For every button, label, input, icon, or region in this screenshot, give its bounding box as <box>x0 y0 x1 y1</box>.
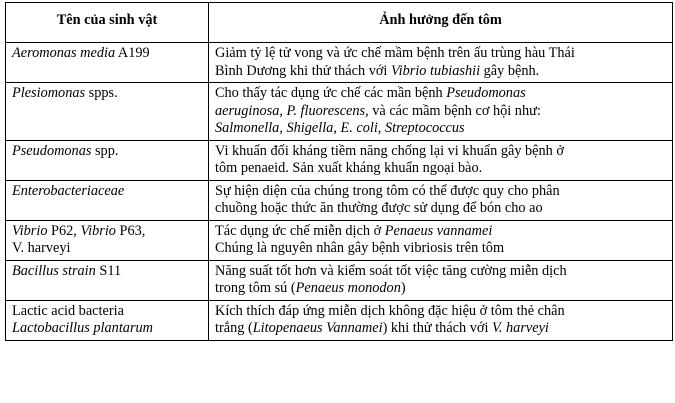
text: Bình Dương khi thử thách với <box>215 62 391 79</box>
italic-text: Vibrio <box>80 222 116 239</box>
organism-cell <box>6 260 209 300</box>
table-row <box>6 180 673 220</box>
italic-text: Plesiomonas <box>12 85 86 101</box>
effect-cell <box>209 220 673 260</box>
effect-cell <box>209 140 673 180</box>
cell-line <box>12 320 202 338</box>
table-row <box>6 43 673 83</box>
text: Cho thấy tác dụng ức chế các mần bệnh <box>215 85 447 101</box>
organism-cell <box>6 43 209 83</box>
effect-cell <box>209 300 673 340</box>
cell-line <box>215 320 666 338</box>
cell-line <box>12 303 202 321</box>
cell-line <box>215 240 666 258</box>
table-row <box>6 140 673 180</box>
text: spps. <box>85 85 118 101</box>
cell-line <box>215 303 666 321</box>
italic-text: Enterobacteriaceae <box>12 182 125 199</box>
cell-line <box>12 183 202 201</box>
italic-text: Vibrio <box>12 222 48 239</box>
effect-cell <box>209 260 673 300</box>
cell-line <box>12 143 202 161</box>
organism-cell <box>6 140 209 180</box>
table-row <box>6 220 673 260</box>
text: Kích thích đáp ứng miễn dịch không đặc hiệu ở tôm thẻ chân <box>215 302 565 319</box>
cell-line <box>12 223 202 241</box>
cell-line <box>215 103 666 121</box>
cell-line <box>215 183 666 201</box>
cell-line <box>215 263 666 281</box>
header-row <box>6 3 673 43</box>
italic-text: aeruginosa, P. fluorescens <box>215 102 366 119</box>
cell-line <box>215 160 666 178</box>
text: ) khi thử thách với <box>382 320 492 336</box>
text: trong tôm sú ( <box>215 280 296 296</box>
cell-line <box>215 85 666 103</box>
effect-cell <box>209 83 673 141</box>
organism-cell <box>6 300 209 340</box>
cell-line <box>215 200 666 218</box>
text: , và các mầm bệnh cơ hội như: <box>365 102 541 119</box>
text: trắng ( <box>215 320 253 336</box>
italic-text: Penaeus vannamei <box>384 222 493 239</box>
text: ) <box>400 280 406 296</box>
organism-cell <box>6 180 209 220</box>
header-organism: Tên của sinh vật <box>6 3 209 43</box>
cell-line <box>12 85 202 103</box>
text: Tác dụng ức chế miễn dịch ở <box>215 222 385 239</box>
text: Lactic acid bacteria <box>12 302 124 319</box>
text: spp. <box>91 142 119 159</box>
organism-cell <box>6 220 209 260</box>
text: chuồng hoặc thức ăn thường được sử dụng để bón cho ao <box>215 200 543 216</box>
effect-cell <box>209 43 673 83</box>
text: Vi khuẩn đối kháng tiềm năng chống lại vi khuẩn gây bệnh ở <box>215 142 564 159</box>
text: V. harveyi <box>12 240 71 256</box>
italic-text: Lactobacillus plantarum <box>12 320 153 336</box>
table-row <box>6 83 673 141</box>
cell-line <box>12 240 202 258</box>
text: Năng suất tốt hơn và kiểm soát tốt việc tăng cường miễn dịch <box>215 262 567 279</box>
header-effect: Ảnh hưởng đến tôm <box>209 3 673 43</box>
table-row <box>6 260 673 300</box>
italic-text: Litopenaeus Vannamei <box>252 320 383 336</box>
text: P63, <box>115 222 146 239</box>
text: gây bệnh. <box>480 62 540 79</box>
organism-effect-table <box>5 2 673 341</box>
cell-line <box>12 263 202 281</box>
italic-text: Aeromonas media <box>12 45 116 61</box>
italic-text: Pseudomonas <box>12 142 92 159</box>
text: A199 <box>115 45 150 61</box>
cell-line <box>215 120 666 138</box>
text: Sự hiện diện của chúng trong tôm có thể được quy cho phân <box>215 182 560 199</box>
text: tôm penaeid. Sản xuất kháng khuẩn ngoại bào. <box>215 160 483 176</box>
text: Giảm tỷ lệ tử vong và ức chế mầm bệnh trên ấu trùng hàu Thái <box>215 45 575 61</box>
italic-text: Vibrio tubiashii <box>390 62 481 79</box>
cell-line <box>215 63 666 81</box>
italic-text: Salmonella, Shigella, E. coli, Streptococcus <box>215 120 465 136</box>
effect-cell <box>209 180 673 220</box>
cell-line <box>215 45 666 63</box>
italic-text: V. harveyi <box>492 320 549 336</box>
italic-text: Bacillus strain <box>12 262 96 279</box>
italic-text: Penaeus monodon <box>295 280 401 296</box>
italic-text: Pseudomonas <box>446 85 526 101</box>
cell-line <box>215 143 666 161</box>
text: S11 <box>95 262 122 279</box>
organism-cell <box>6 83 209 141</box>
cell-line <box>215 223 666 241</box>
text: Chúng là nguyên nhân gây bệnh vibriosis trên tôm <box>215 240 505 256</box>
table-row <box>6 300 673 340</box>
cell-line <box>12 45 202 63</box>
text: P62, <box>47 222 81 239</box>
cell-line <box>215 280 666 298</box>
